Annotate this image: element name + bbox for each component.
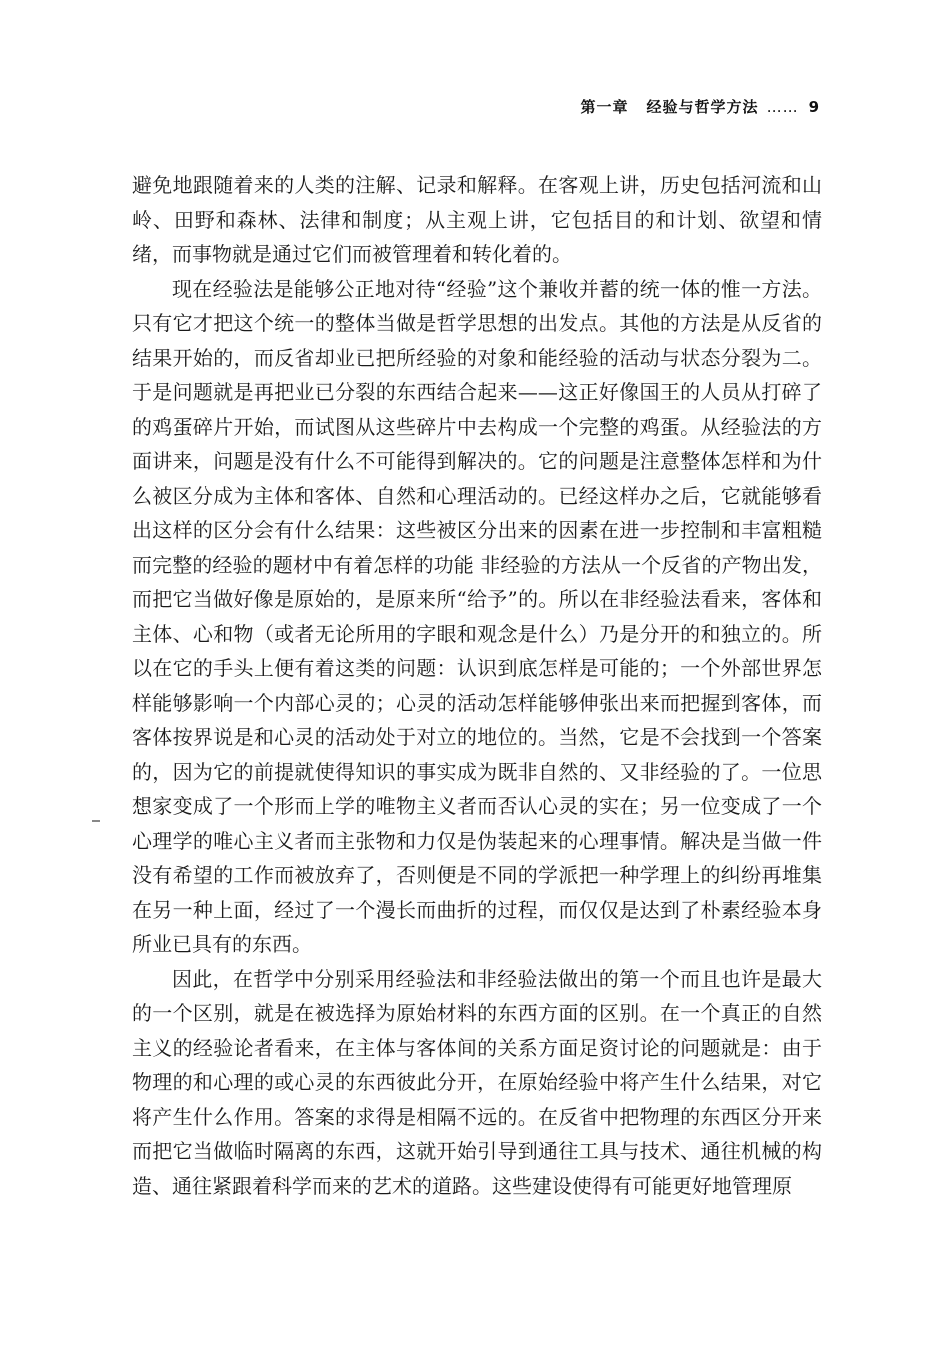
paragraph-1: 避免地跟随着来的人类的注解、记录和解释。在客观上讲，历史包括河流和山岭、田野和森林、法律和制度；从主观上讲，它包括目的和计划、欲望和情绪，而事物就是通过它们而被管理着和转化着的。 bbox=[132, 173, 822, 266]
margin-scan-mark bbox=[92, 820, 100, 822]
running-header bbox=[581, 96, 820, 117]
header-leader-dots: …… bbox=[766, 98, 799, 116]
paragraph-2: 现在经验法是能够公正地对待“经验”这个兼收并蓄的统一体的惟一方法。只有它才把这个统一的整体当做是哲学思想的出发点。其他的方法是从反省的结果开始的，而反省却业已把所经验的对象和能经验的活动与状态分裂为二。于是问题就是再把业已分裂的东西结合起来——这正好像国王的人员从打碎了的鸡蛋碎片开始，而试图从这些碎片中去构成一个完整的鸡蛋。从经验法的方面讲来，问题是没有什么不可能得到解决的。它的问题是注意整体怎样和为什么被区分成为主体和客体、自然和心理活动的。已经这样办之后，它就能够看出这样的区分会有什么结果：这些被区分出来的因素在进一步控制和丰富粗糙而完整的经验的题材中有着怎样的功能 非经验的方法从一个反省的产物出发，而把它当做好像是原始的，是原来所“给予”的。所以在非经验法看来，客体和主体、心和物（或者无论所用的字眼和观念是什么）乃是分开的和独立的。所以在它的手头上便有着这类的问题：认识到底怎样是可能的；一个外部世界怎样能够影响一个内部心灵的；心灵的活动怎样能够伸张出来而把握到客体，而客体按界说是和心灵的活动处于对立的地位的。当然，它是不会找到一个答案的，因为它的前提就使得知识的事实成为既非自然的、又非经验的了。一位思想家变成了一个形而上学的唯物主义者而否认心灵的实在；另一位变成了一个心理学的唯心主义者而主张物和力仅是伪装起来的心理事情。解决是当做一件没有希望的工作而被放弃了，否则便是不同的学派把一种学理上的纠纷再堆集在另一种上面，经过了一个漫长而曲折的过程，而仅仅是达到了朴素经验本身所业已具有的东西。 bbox=[132, 276, 822, 956]
page-number: 9 bbox=[808, 98, 820, 116]
body-text bbox=[132, 168, 822, 1203]
chapter-label: 第一章 bbox=[580, 98, 629, 116]
paragraph-3: 因此，在哲学中分别采用经验法和非经验法做出的第一个而且也许是最大的一个区别，就是在被选择为原始材料的东西方面的区别。在一个真正的自然主义的经验论者看来，在主体与客体间的关系方面足资讨论的问题就是：由于物理的和心理的或心灵的东西彼此分开，在原始经验中将产生什么结果，对它将产生什么作用。答案的求得是相隔不远的。在反省中把物理的东西区分开来而把它当做临时隔离的东西，这就开始引导到通往工具与技术、通往机械的构造、通往紧跟着科学而来的艺术的道路。这些建设使得有可能更好地管理原 bbox=[132, 966, 822, 1198]
chapter-title: 经验与哲学方法 bbox=[646, 98, 759, 116]
